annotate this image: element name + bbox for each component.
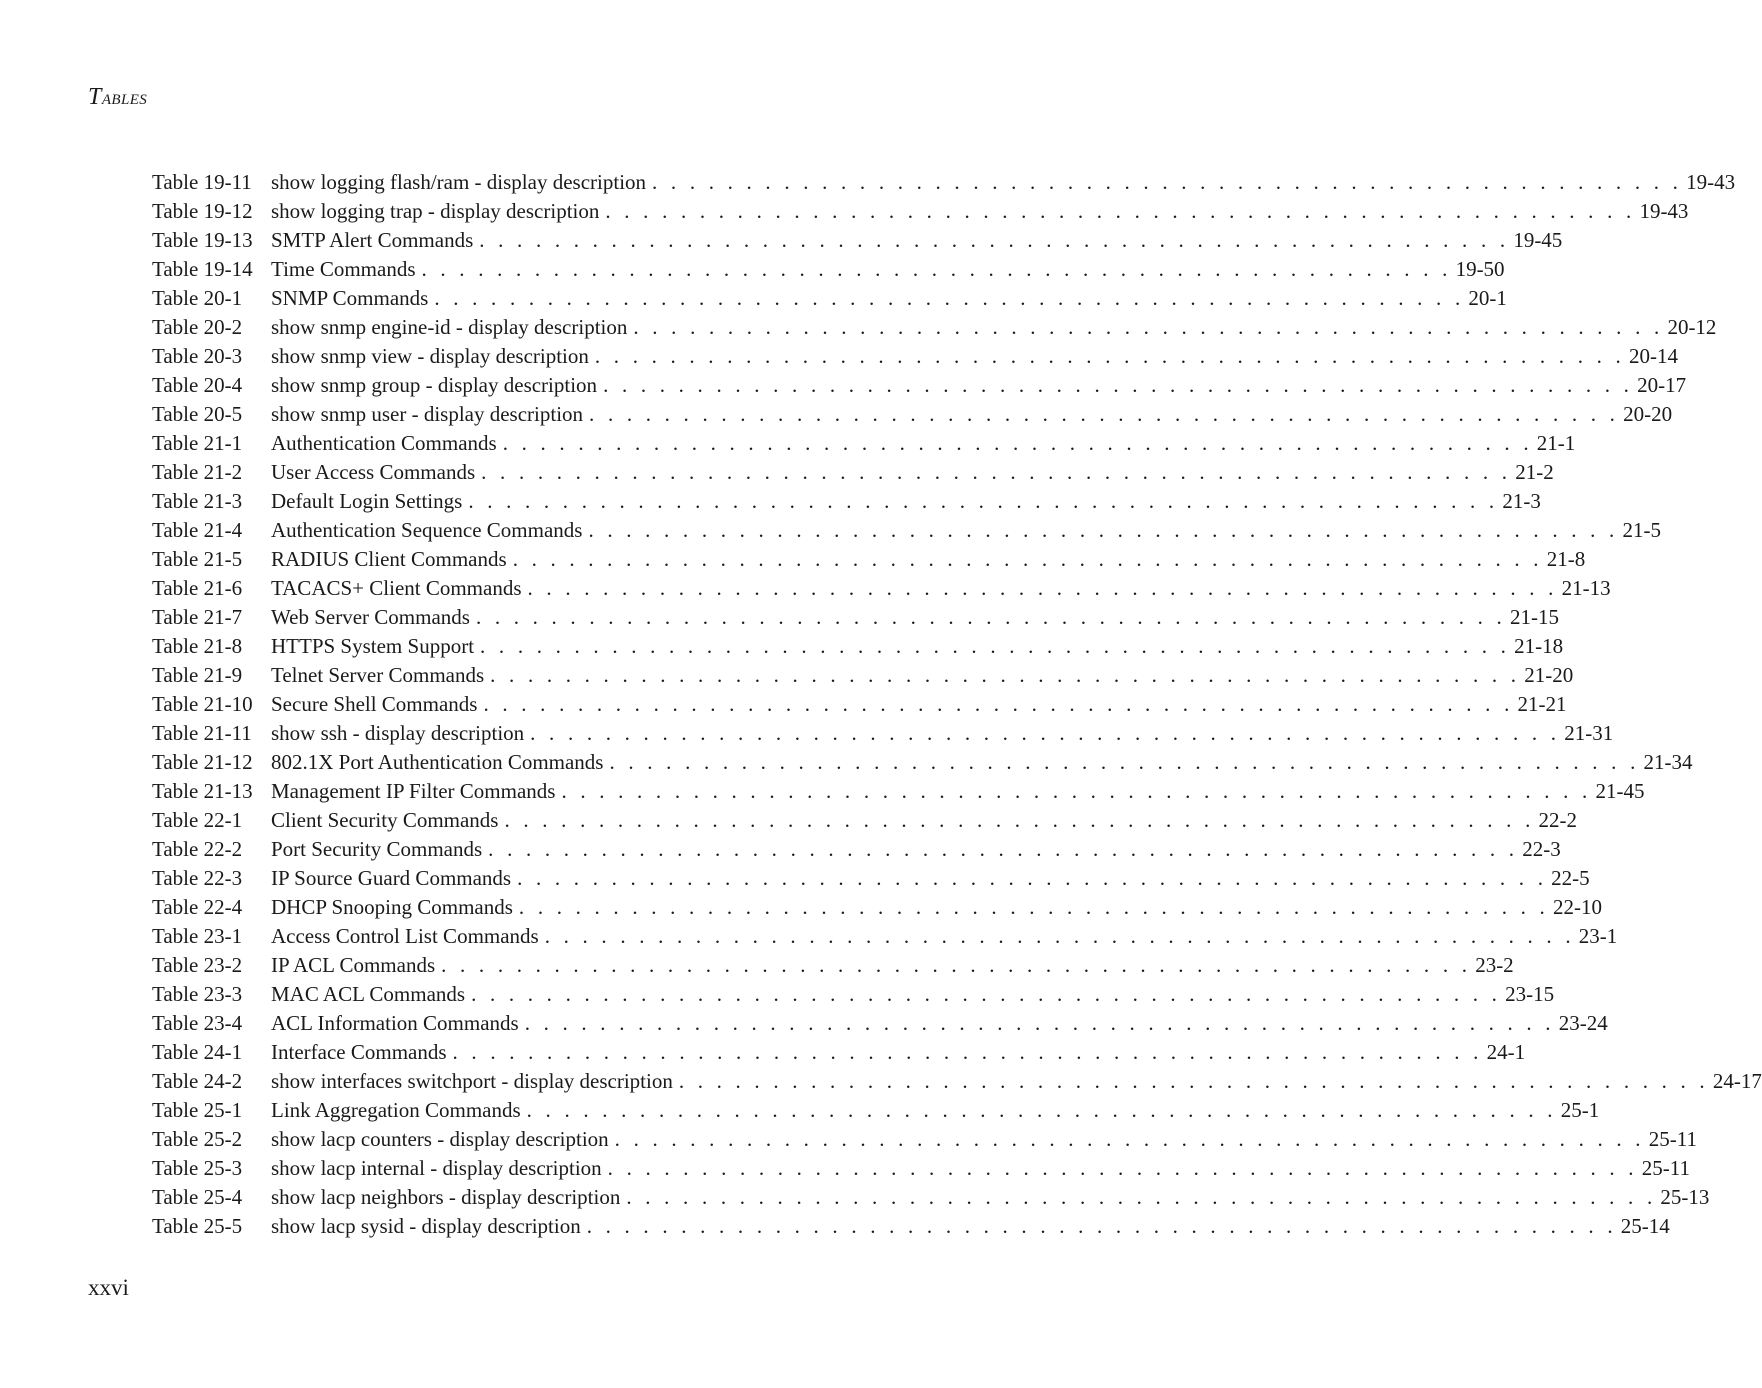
table-title: 802.1X Port Authentication Commands [271, 750, 604, 774]
table-number: Table 21-13 [152, 779, 253, 803]
table-number: Table 21-9 [152, 663, 243, 687]
toc-entry [152, 1009, 1608, 1038]
table-title: ACL Information Commands [271, 1011, 519, 1035]
page-reference: 21-34 [1643, 750, 1693, 774]
table-number: Table 21-7 [152, 605, 243, 629]
page-reference: 21-20 [1524, 663, 1574, 687]
toc-entry [152, 226, 1563, 255]
table-number: Table 21-3 [152, 489, 243, 513]
table-title: Client Security Commands [271, 808, 499, 832]
table-title: show snmp view - display description [271, 344, 589, 368]
table-number: Table 22-3 [152, 866, 243, 890]
table-title: show snmp engine-id - display description [271, 315, 628, 339]
page-reference: 22-3 [1522, 837, 1561, 861]
page-reference: 20-17 [1637, 373, 1687, 397]
table-number: Table 22-4 [152, 895, 243, 919]
dot-leader: . . . . . . . . . . . . . . . . . . . . . . . . . . . . . . . . . . . . . . . . . . . . . . . . . . . . . . . [504, 808, 1535, 832]
dot-leader: . . . . . . . . . . . . . . . . . . . . . . . . . . . . . . . . . . . . . . . . . . . . . . . . . . . . . . . [468, 489, 1499, 513]
toc-entry [152, 777, 1645, 806]
table-title: DHCP Snooping Commands [271, 895, 513, 919]
toc-entry [152, 400, 1673, 429]
page-reference: 20-1 [1468, 286, 1507, 310]
dot-leader: . . . . . . . . . . . . . . . . . . . . . . . . . . . . . . . . . . . . . . . . . . . . . . . . . . . . . . . [586, 1214, 1617, 1238]
page-reference: 24-1 [1486, 1040, 1526, 1064]
table-number: Table 19-14 [152, 257, 253, 281]
page-reference: 21-18 [1514, 634, 1564, 658]
table-number: Table 24-1 [152, 1040, 243, 1064]
toc-entry [152, 342, 1678, 371]
dot-leader: . . . . . . . . . . . . . . . . . . . . . . . . . . . . . . . . . . . . . . . . . . . . . . . . . . . . . . . [607, 1156, 1638, 1180]
dot-leader: . . . . . . . . . . . . . . . . . . . . . . . . . . . . . . . . . . . . . . . . . . . . . . . . . . . . . . . [512, 547, 1543, 571]
table-number: Table 21-1 [152, 431, 243, 455]
page-reference: 24-17 [1712, 1069, 1762, 1093]
toc-entry [152, 429, 1576, 458]
table-number: Table 25-2 [152, 1127, 243, 1151]
table-number: Table 25-3 [152, 1156, 243, 1180]
dot-leader: . . . . . . . . . . . . . . . . . . . . . . . . . . . . . . . . . . . . . . . . . . . . . . . . . . . . . . . [633, 315, 1664, 339]
table-number: Table 21-8 [152, 634, 243, 658]
table-number: Table 20-1 [152, 286, 243, 310]
table-number: Table 23-3 [152, 982, 243, 1006]
page-reference: 20-14 [1628, 344, 1678, 368]
table-title: Interface Commands [271, 1040, 447, 1064]
toc-entry [152, 1212, 1670, 1241]
dot-leader: . . . . . . . . . . . . . . . . . . . . . . . . . . . . . . . . . . . . . . . . . . . . . . . . . . . . . . . [609, 750, 1640, 774]
dot-leader: . . . . . . . . . . . . . . . . . . . . . . . . . . . . . . . . . . . . . . . . . . . . . . . . . . . . . . . [524, 1011, 1555, 1035]
table-number: Table 22-1 [152, 808, 243, 832]
page-reference: 19-43 [1686, 170, 1736, 194]
table-title: Port Security Commands [271, 837, 483, 861]
page-reference: 19-43 [1639, 199, 1689, 223]
dot-leader: . . . . . . . . . . . . . . . . . . . . . . . . . . . . . . . . . . . . . . . . . . . . . . . . . . . . . . . [614, 1127, 1645, 1151]
page-reference: 21-8 [1546, 547, 1586, 571]
table-number: Table 20-4 [152, 373, 243, 397]
table-title: show interfaces switchport - display description [271, 1069, 673, 1093]
toc-entry [152, 458, 1554, 487]
dot-leader: . . . . . . . . . . . . . . . . . . . . . . . . . . . . . . . . . . . . . . . . . . . . . . . . . . . . . . . [441, 953, 1472, 977]
table-title: IP ACL Commands [271, 953, 436, 977]
table-title: RADIUS Client Commands [271, 547, 507, 571]
page-reference: 21-1 [1536, 431, 1576, 455]
table-title: Telnet Server Commands [271, 663, 485, 687]
toc-entry [152, 835, 1561, 864]
table-number: Table 23-4 [152, 1011, 243, 1035]
page-reference: 21-5 [1622, 518, 1661, 542]
dot-leader: . . . . . . . . . . . . . . . . . . . . . . . . . . . . . . . . . . . . . . . . . . . . . . . . . . . . . . . [421, 257, 1452, 281]
table-number: Table 21-12 [152, 750, 253, 774]
table-number: Table 20-5 [152, 402, 243, 426]
toc-entry [152, 661, 1574, 690]
dot-leader: . . . . . . . . . . . . . . . . . . . . . . . . . . . . . . . . . . . . . . . . . . . . . . . . . . . . . . . [483, 692, 1514, 716]
dot-leader: . . . . . . . . . . . . . . . . . . . . . . . . . . . . . . . . . . . . . . . . . . . . . . . . . . . . . . . [434, 286, 1465, 310]
dot-leader: . . . . . . . . . . . . . . . . . . . . . . . . . . . . . . . . . . . . . . . . . . . . . . . . . . . . . . . [605, 199, 1636, 223]
table-title: Access Control List Commands [271, 924, 539, 948]
table-number: Table 23-2 [152, 953, 243, 977]
table-number: Table 25-4 [152, 1185, 243, 1209]
toc-entry [152, 255, 1505, 284]
dot-leader: . . . . . . . . . . . . . . . . . . . . . . . . . . . . . . . . . . . . . . . . . . . . . . . . . . . . . . . [481, 460, 1512, 484]
table-title: SNMP Commands [271, 286, 429, 310]
table-title: Default Login Settings [271, 489, 463, 513]
toc-entry [152, 1038, 1526, 1067]
page-reference: 21-45 [1595, 779, 1645, 803]
table-number: Table 24-2 [152, 1069, 243, 1093]
toc-entry [152, 603, 1559, 632]
page-reference: 21-31 [1564, 721, 1614, 745]
dot-leader: . . . . . . . . . . . . . . . . . . . . . . . . . . . . . . . . . . . . . . . . . . . . . . . . . . . . . . . [490, 663, 1521, 687]
toc-entry [152, 371, 1687, 400]
dot-leader: . . . . . . . . . . . . . . . . . . . . . . . . . . . . . . . . . . . . . . . . . . . . . . . . . . . . . . . [561, 779, 1592, 803]
dot-leader: . . . . . . . . . . . . . . . . . . . . . . . . . . . . . . . . . . . . . . . . . . . . . . . . . . . . . . . [526, 1098, 1557, 1122]
toc-entry [152, 719, 1614, 748]
table-number: Table 21-6 [152, 576, 243, 600]
table-title: IP Source Guard Commands [271, 866, 512, 890]
dot-leader: . . . . . . . . . . . . . . . . . . . . . . . . . . . . . . . . . . . . . . . . . . . . . . . . . . . . . . . [518, 895, 1549, 919]
page-reference: 22-10 [1552, 895, 1602, 919]
table-number: Table 19-13 [152, 228, 253, 252]
dot-leader: . . . . . . . . . . . . . . . . . . . . . . . . . . . . . . . . . . . . . . . . . . . . . . . . . . . . . . . [452, 1040, 1483, 1064]
page-reference: 19-45 [1513, 228, 1563, 252]
table-title: Web Server Commands [271, 605, 470, 629]
toc-entry [152, 487, 1541, 516]
dot-leader: . . . . . . . . . . . . . . . . . . . . . . . . . . . . . . . . . . . . . . . . . . . . . . . . . . . . . . . [479, 228, 1510, 252]
toc-entry [152, 197, 1689, 226]
table-number: Table 19-11 [152, 170, 252, 194]
page-reference: 23-1 [1578, 924, 1618, 948]
page-reference: 25-13 [1660, 1185, 1710, 1209]
page-reference: 20-12 [1667, 315, 1717, 339]
dot-leader: . . . . . . . . . . . . . . . . . . . . . . . . . . . . . . . . . . . . . . . . . . . . . . . . . . . . . . . [678, 1069, 1709, 1093]
table-number: Table 25-1 [152, 1098, 243, 1122]
running-head-initial: T [88, 84, 102, 110]
table-title: Management IP Filter Commands [271, 779, 556, 803]
table-number: Table 21-11 [152, 721, 252, 745]
page-reference: 25-11 [1641, 1156, 1690, 1180]
toc-entry [152, 1096, 1600, 1125]
toc-entry [152, 690, 1567, 719]
table-number: Table 21-10 [152, 692, 253, 716]
toc-entry [152, 864, 1590, 893]
toc-entry [152, 893, 1602, 922]
running-head [88, 84, 147, 111]
dot-leader: . . . . . . . . . . . . . . . . . . . . . . . . . . . . . . . . . . . . . . . . . . . . . . . . . . . . . . . [530, 721, 1561, 745]
page-reference: 21-15 [1510, 605, 1559, 629]
page-reference: 22-2 [1538, 808, 1578, 832]
page-reference: 25-14 [1620, 1214, 1670, 1238]
toc-entry [152, 1183, 1710, 1212]
dot-leader: . . . . . . . . . . . . . . . . . . . . . . . . . . . . . . . . . . . . . . . . . . . . . . . . . . . . . . . [488, 837, 1519, 861]
page-number: xxvi [88, 1275, 129, 1300]
page-reference: 20-20 [1623, 402, 1673, 426]
table-title: show lacp counters - display description [271, 1127, 609, 1151]
page-reference: 21-21 [1517, 692, 1567, 716]
table-number: Table 21-5 [152, 547, 243, 571]
table-number: Table 19-12 [152, 199, 253, 223]
table-title: TACACS+ Client Commands [271, 576, 522, 600]
toc-entry [152, 313, 1717, 342]
table-title: MAC ACL Commands [271, 982, 466, 1006]
dot-leader: . . . . . . . . . . . . . . . . . . . . . . . . . . . . . . . . . . . . . . . . . . . . . . . . . . . . . . . [517, 866, 1548, 890]
dot-leader: . . . . . . . . . . . . . . . . . . . . . . . . . . . . . . . . . . . . . . . . . . . . . . . . . . . . . . . [594, 344, 1625, 368]
table-title: show lacp neighbors - display description [271, 1185, 621, 1209]
dot-leader: . . . . . . . . . . . . . . . . . . . . . . . . . . . . . . . . . . . . . . . . . . . . . . . . . . . . . . . [544, 924, 1575, 948]
toc-entry [152, 748, 1693, 777]
dot-leader: . . . . . . . . . . . . . . . . . . . . . . . . . . . . . . . . . . . . . . . . . . . . . . . . . . . . . . . [603, 373, 1634, 397]
table-number: Table 20-3 [152, 344, 243, 368]
toc-entry [152, 1125, 1697, 1154]
table-title: show lacp sysid - display description [271, 1214, 581, 1238]
toc-entry [152, 806, 1578, 835]
table-title: Authentication Commands [271, 431, 497, 455]
dot-leader: . . . . . . . . . . . . . . . . . . . . . . . . . . . . . . . . . . . . . . . . . . . . . . . . . . . . . . . [588, 518, 1619, 542]
table-number: Table 23-1 [152, 924, 243, 948]
toc-entry [152, 516, 1661, 545]
table-number: Table 21-2 [152, 460, 243, 484]
table-number: Table 21-4 [152, 518, 243, 542]
toc-entry [152, 574, 1611, 603]
running-head-rest: ABLES [101, 92, 148, 108]
table-number: Table 22-2 [152, 837, 243, 861]
page-reference: 23-24 [1558, 1011, 1608, 1035]
table-number: Table 20-2 [152, 315, 243, 339]
table-title: HTTPS System Support [271, 634, 475, 658]
page-reference: 23-2 [1475, 953, 1514, 977]
toc-entry [152, 168, 1736, 197]
table-title: show snmp user - display description [271, 402, 584, 426]
table-title: Time Commands [271, 257, 416, 281]
dot-leader: . . . . . . . . . . . . . . . . . . . . . . . . . . . . . . . . . . . . . . . . . . . . . . . . . . . . . . . [626, 1185, 1657, 1209]
page-reference: 19-50 [1455, 257, 1505, 281]
toc-entry [152, 1067, 1762, 1096]
table-title: User Access Commands [271, 460, 476, 484]
page-reference: 23-15 [1505, 982, 1555, 1006]
table-title: Link Aggregation Commands [271, 1098, 521, 1122]
table-title: Secure Shell Commands [271, 692, 478, 716]
page-reference: 21-13 [1561, 576, 1611, 600]
page-reference: 25-1 [1560, 1098, 1600, 1122]
page-reference: 21-3 [1502, 489, 1541, 513]
toc-entry [152, 980, 1555, 1009]
dot-leader: . . . . . . . . . . . . . . . . . . . . . . . . . . . . . . . . . . . . . . . . . . . . . . . . . . . . . . . [589, 402, 1620, 426]
table-number: Table 25-5 [152, 1214, 243, 1238]
table-title: Authentication Sequence Commands [271, 518, 583, 542]
page-reference: 22-5 [1551, 866, 1590, 890]
toc-entry [152, 545, 1586, 574]
table-title: show ssh - display description [271, 721, 525, 745]
table-title: show logging trap - display description [271, 199, 600, 223]
dot-leader: . . . . . . . . . . . . . . . . . . . . . . . . . . . . . . . . . . . . . . . . . . . . . . . . . . . . . . . [502, 431, 1533, 455]
dot-leader: . . . . . . . . . . . . . . . . . . . . . . . . . . . . . . . . . . . . . . . . . . . . . . . . . . . . . . . [471, 982, 1502, 1006]
toc-entry [152, 284, 1507, 313]
page-reference: 25-11 [1648, 1127, 1697, 1151]
dot-leader: . . . . . . . . . . . . . . . . . . . . . . . . . . . . . . . . . . . . . . . . . . . . . . . . . . . . . . . [527, 576, 1558, 600]
table-title: show logging flash/ram - display description [271, 170, 647, 194]
table-title: show lacp internal - display description [271, 1156, 602, 1180]
table-title: SMTP Alert Commands [271, 228, 474, 252]
toc-entry [152, 1154, 1690, 1183]
dot-leader: . . . . . . . . . . . . . . . . . . . . . . . . . . . . . . . . . . . . . . . . . . . . . . . . . . . . . . . [475, 605, 1506, 629]
table-title: show snmp group - display description [271, 373, 598, 397]
dot-leader: . . . . . . . . . . . . . . . . . . . . . . . . . . . . . . . . . . . . . . . . . . . . . . . . . . . . . . . [480, 634, 1511, 658]
page-reference: 21-2 [1515, 460, 1554, 484]
toc-entry [152, 951, 1514, 980]
toc-entry [152, 922, 1618, 951]
list-of-tables [152, 168, 1762, 1241]
toc-entry [152, 632, 1564, 661]
dot-leader: . . . . . . . . . . . . . . . . . . . . . . . . . . . . . . . . . . . . . . . . . . . . . . . . . . . . . . . [652, 170, 1683, 194]
